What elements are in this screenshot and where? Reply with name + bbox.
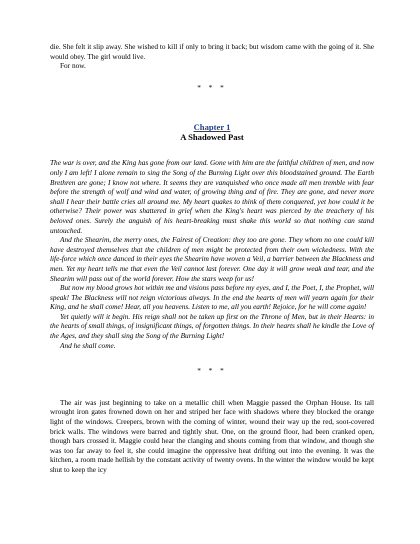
story-paragraph: The air was just beginning to take on a metallic chill when Maggie passed the Orphan House. Its tall wrought iron gates frowned down on her and striped her face with shadows where they blocked the orange light of the windows. Creepers, brown with the coming of winter, wound their way up the red, soot-covered brick walls. The windows were barred and tightly shut. One, on the ground floor, had been cranked open, though bars crossed it. Maggie could hear the clanging and shouts coming from that window, and though she was too far away to feel it, she could imagine the oppressive heat drifting out into the evening. It was the kitchen, a room made hellish by the constant activity of twenty ovens. In the winter the window would be kept shut to keep the icy [50,397,374,474]
poem-paragraph: But now my blood grows hot within me and visions pass before my eyes, and I, the Poet, I, the Prophet, will speak! The Blackness will not reign victorious always. In the end the hearts of men will yearn again for their King, and he shall come! Hear, all you heavens. Listen to me, all you earth! Rejoice, for he will come again! [50,283,374,312]
poem-paragraph: And he shall come. [60,340,116,350]
poem-paragraph: Yet quietly will it begin. His reign shall not be taken up first on the Throne of Men, but in their Hearts: in the hearts of small things, of insignificant things, of forgotten things. In their hearts shall he kindle the Love of the Ages, and they shall sing the Song of the Burning Light! [50,311,374,341]
opening-for-now: For now. [60,61,86,71]
opening-paragraph: die. She felt it slip away. She wished to kill if only to bring it back; but wisdom came with the going of it. She would obey. The girl would live. [50,42,374,61]
poem-paragraph: And the Shearim, the merry ones, the Fairest of Creation: they too are gone. They whom no one could kill have destroyed themselves that the children of men might be protected from their own wickedness. With the life-force which once danced in their eyes the Shearim have woven a Veil, a barrier between the Blackness and men. Yet my heart tells me that even the Veil cannot last forever. One day it will grow weak and tear, and the Shearim will pass out of the world forever. How the stars weep for us! [50,235,374,283]
section-separator: * * * [197,82,227,92]
story-block [50,398,374,475]
chapter-number-link[interactable]: Chapter 1 [193,122,231,133]
chapter-title: A Shadowed Past [180,132,244,143]
section-separator: * * * [197,366,227,376]
poem-block [50,158,374,350]
poem-paragraph: The war is over, and the King has gone from our land. Gone with him are the faithful children of men, and now only I am left! I alone remain to sing the Song of the Burning Light over this bloodstained ground. The Earth Brethren are gone; I know not where. It seems they are vanquished who once made all men tremble with fear before the strength of wolf and wind and water, of growing thing and of fire. They are gone, and never more shall I hear their battle cries all around me. My heart quakes to think of them conquered, yet how could it be otherwise? Their power was shattered in grief when the King's heart was pierced by the treachery of his beloved ones. Surely the anguish of his heart-breaking must shake this world so that nothing can stand untouched. [50,158,374,235]
